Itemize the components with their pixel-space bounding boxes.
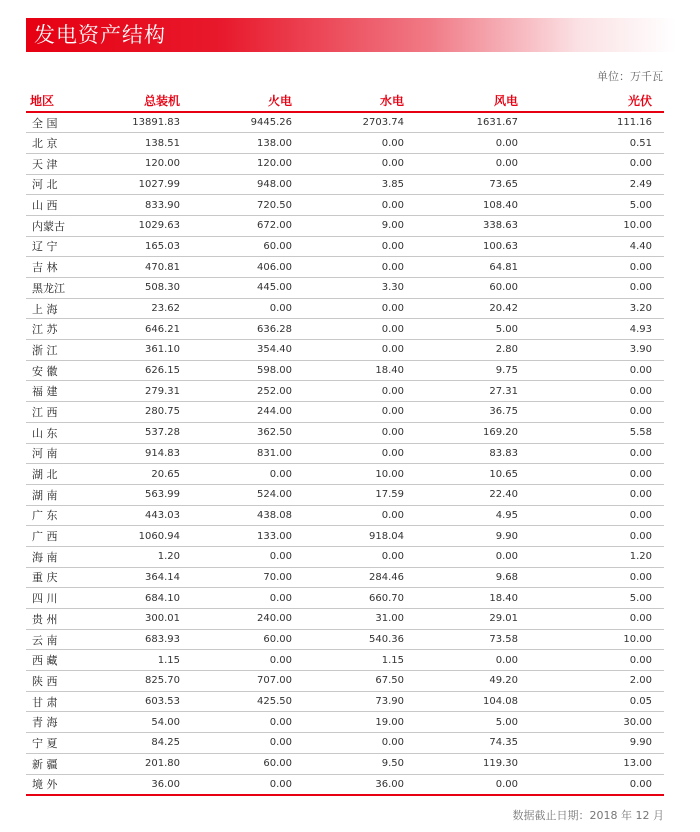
cell-hydro: 0.00	[304, 133, 416, 154]
cell-thermal: 524.00	[194, 484, 304, 505]
cell-region: 辽 宁	[26, 236, 104, 257]
cell-wind: 49.20	[416, 671, 544, 692]
cell-wind: 9.75	[416, 360, 544, 381]
cell-solar: 10.00	[544, 215, 664, 236]
cell-region: 宁 夏	[26, 733, 104, 754]
cell-total: 165.03	[104, 236, 194, 257]
table-row	[26, 257, 664, 278]
cell-solar: 0.00	[544, 360, 664, 381]
page-title: 发电资产结构	[34, 23, 166, 47]
table-row	[26, 360, 664, 381]
table-row	[26, 133, 664, 154]
table-row	[26, 319, 664, 340]
cell-hydro: 0.00	[304, 505, 416, 526]
cell-thermal: 60.00	[194, 753, 304, 774]
cell-wind: 100.63	[416, 236, 544, 257]
cell-total: 1.20	[104, 546, 194, 567]
cell-thermal: 0.00	[194, 298, 304, 319]
cell-solar: 5.00	[544, 195, 664, 216]
cell-solar: 0.00	[544, 402, 664, 423]
cell-solar: 9.90	[544, 733, 664, 754]
cell-total: 138.51	[104, 133, 194, 154]
cell-wind: 104.08	[416, 691, 544, 712]
cell-region: 陕 西	[26, 671, 104, 692]
cell-region: 湖 南	[26, 484, 104, 505]
cell-region: 江 西	[26, 402, 104, 423]
column-header-region: 地区	[26, 90, 104, 112]
cell-solar: 0.00	[544, 505, 664, 526]
cell-solar: 0.00	[544, 278, 664, 299]
cell-total: 443.03	[104, 505, 194, 526]
table-row	[26, 174, 664, 195]
cell-solar: 0.00	[544, 153, 664, 174]
cell-thermal: 445.00	[194, 278, 304, 299]
cell-region: 四 川	[26, 588, 104, 609]
cell-thermal: 362.50	[194, 422, 304, 443]
table-row	[26, 712, 664, 733]
cell-hydro: 3.85	[304, 174, 416, 195]
cell-solar: 2.49	[544, 174, 664, 195]
cell-region: 境 外	[26, 774, 104, 795]
table-body	[26, 112, 664, 795]
cell-thermal: 0.00	[194, 712, 304, 733]
cell-solar: 13.00	[544, 753, 664, 774]
cell-region: 河 北	[26, 174, 104, 195]
cell-wind: 36.75	[416, 402, 544, 423]
cell-region: 全 国	[26, 112, 104, 133]
table-row	[26, 215, 664, 236]
cell-region: 安 徽	[26, 360, 104, 381]
cell-region: 北 京	[26, 133, 104, 154]
cell-total: 914.83	[104, 443, 194, 464]
table-header	[26, 90, 664, 112]
cell-hydro: 19.00	[304, 712, 416, 733]
cell-total: 201.80	[104, 753, 194, 774]
cell-wind: 10.65	[416, 464, 544, 485]
cell-thermal: 0.00	[194, 733, 304, 754]
table-row	[26, 774, 664, 795]
cell-wind: 0.00	[416, 133, 544, 154]
table-row	[26, 505, 664, 526]
cell-hydro: 0.00	[304, 546, 416, 567]
cell-hydro: 540.36	[304, 629, 416, 650]
cell-wind: 169.20	[416, 422, 544, 443]
unit-label: 单位：万千瓦	[597, 70, 663, 83]
cell-solar: 0.00	[544, 567, 664, 588]
cell-wind: 74.35	[416, 733, 544, 754]
cell-hydro: 660.70	[304, 588, 416, 609]
table-row	[26, 464, 664, 485]
cell-solar: 0.00	[544, 774, 664, 795]
cell-solar: 3.20	[544, 298, 664, 319]
table-header-row	[26, 90, 664, 112]
cell-solar: 0.00	[544, 526, 664, 547]
cell-hydro: 9.00	[304, 215, 416, 236]
cell-thermal: 707.00	[194, 671, 304, 692]
cell-total: 1029.63	[104, 215, 194, 236]
cell-region: 福 建	[26, 381, 104, 402]
cell-region: 广 东	[26, 505, 104, 526]
cell-wind: 0.00	[416, 153, 544, 174]
table-row	[26, 588, 664, 609]
cell-thermal: 438.08	[194, 505, 304, 526]
cell-thermal: 0.00	[194, 650, 304, 671]
cell-solar: 5.58	[544, 422, 664, 443]
cell-thermal: 598.00	[194, 360, 304, 381]
cell-region: 新 疆	[26, 753, 104, 774]
cell-hydro: 36.00	[304, 774, 416, 795]
cell-region: 天 津	[26, 153, 104, 174]
cell-hydro: 10.00	[304, 464, 416, 485]
table-row	[26, 650, 664, 671]
cell-thermal: 120.00	[194, 153, 304, 174]
cell-hydro: 31.00	[304, 609, 416, 630]
cell-thermal: 0.00	[194, 464, 304, 485]
table-row	[26, 733, 664, 754]
cell-hydro: 0.00	[304, 422, 416, 443]
table-row	[26, 153, 664, 174]
cell-hydro: 0.00	[304, 153, 416, 174]
column-header-total: 总装机	[104, 90, 194, 112]
cell-region: 湖 北	[26, 464, 104, 485]
cell-solar: 30.00	[544, 712, 664, 733]
cell-region: 山 西	[26, 195, 104, 216]
cell-wind: 20.42	[416, 298, 544, 319]
cell-total: 603.53	[104, 691, 194, 712]
column-header-solar: 光伏	[544, 90, 664, 112]
cell-thermal: 406.00	[194, 257, 304, 278]
cell-wind: 73.65	[416, 174, 544, 195]
cell-solar: 0.00	[544, 443, 664, 464]
cell-thermal: 60.00	[194, 236, 304, 257]
cell-region: 西 藏	[26, 650, 104, 671]
cell-wind: 22.40	[416, 484, 544, 505]
cell-thermal: 244.00	[194, 402, 304, 423]
cell-thermal: 672.00	[194, 215, 304, 236]
cell-thermal: 425.50	[194, 691, 304, 712]
cell-wind: 9.68	[416, 567, 544, 588]
table-row	[26, 340, 664, 361]
cell-wind: 4.95	[416, 505, 544, 526]
cell-hydro: 67.50	[304, 671, 416, 692]
cell-region: 黑龙江	[26, 278, 104, 299]
table-row	[26, 298, 664, 319]
cell-hydro: 0.00	[304, 340, 416, 361]
cell-region: 河 南	[26, 443, 104, 464]
cell-wind: 73.58	[416, 629, 544, 650]
cell-solar: 0.51	[544, 133, 664, 154]
cell-wind: 5.00	[416, 712, 544, 733]
cell-total: 825.70	[104, 671, 194, 692]
title-banner	[26, 18, 676, 52]
cell-total: 683.93	[104, 629, 194, 650]
cell-hydro: 18.40	[304, 360, 416, 381]
cell-total: 537.28	[104, 422, 194, 443]
cell-hydro: 2703.74	[304, 112, 416, 133]
cell-wind: 0.00	[416, 774, 544, 795]
table-row	[26, 753, 664, 774]
power-asset-table	[26, 90, 664, 796]
cell-wind: 64.81	[416, 257, 544, 278]
cell-thermal: 60.00	[194, 629, 304, 650]
cell-hydro: 17.59	[304, 484, 416, 505]
cell-solar: 0.05	[544, 691, 664, 712]
cell-thermal: 70.00	[194, 567, 304, 588]
cell-region: 广 西	[26, 526, 104, 547]
cell-wind: 29.01	[416, 609, 544, 630]
cell-thermal: 948.00	[194, 174, 304, 195]
cell-region: 海 南	[26, 546, 104, 567]
table-row	[26, 236, 664, 257]
cell-thermal: 0.00	[194, 774, 304, 795]
cell-solar: 0.00	[544, 609, 664, 630]
cell-hydro: 0.00	[304, 443, 416, 464]
cell-region: 吉 林	[26, 257, 104, 278]
cell-thermal: 240.00	[194, 609, 304, 630]
cell-hydro: 0.00	[304, 298, 416, 319]
cell-solar: 2.00	[544, 671, 664, 692]
cell-total: 684.10	[104, 588, 194, 609]
cell-wind: 5.00	[416, 319, 544, 340]
cell-total: 508.30	[104, 278, 194, 299]
cell-region: 浙 江	[26, 340, 104, 361]
cell-total: 646.21	[104, 319, 194, 340]
table-row	[26, 671, 664, 692]
cell-solar: 10.00	[544, 629, 664, 650]
table-row	[26, 567, 664, 588]
cell-region: 重 庆	[26, 567, 104, 588]
cell-hydro: 284.46	[304, 567, 416, 588]
cell-region: 江 苏	[26, 319, 104, 340]
cell-wind: 9.90	[416, 526, 544, 547]
column-header-wind: 风电	[416, 90, 544, 112]
table-row	[26, 546, 664, 567]
table-row	[26, 381, 664, 402]
table-row	[26, 422, 664, 443]
cell-region: 甘 肃	[26, 691, 104, 712]
cell-wind: 27.31	[416, 381, 544, 402]
cell-hydro: 1.15	[304, 650, 416, 671]
cell-solar: 4.40	[544, 236, 664, 257]
cell-total: 23.62	[104, 298, 194, 319]
cell-total: 563.99	[104, 484, 194, 505]
cell-wind: 108.40	[416, 195, 544, 216]
cell-thermal: 252.00	[194, 381, 304, 402]
cell-thermal: 831.00	[194, 443, 304, 464]
column-header-thermal: 火电	[194, 90, 304, 112]
data-cutoff-note: 数据截止日期：2018 年 12 月	[512, 809, 664, 822]
cell-thermal: 9445.26	[194, 112, 304, 133]
cell-thermal: 0.00	[194, 588, 304, 609]
cell-hydro: 0.00	[304, 733, 416, 754]
cell-thermal: 354.40	[194, 340, 304, 361]
cell-total: 626.15	[104, 360, 194, 381]
cell-region: 上 海	[26, 298, 104, 319]
cell-thermal: 636.28	[194, 319, 304, 340]
table-row	[26, 112, 664, 133]
cell-total: 470.81	[104, 257, 194, 278]
cell-total: 361.10	[104, 340, 194, 361]
cell-region: 青 海	[26, 712, 104, 733]
cell-solar: 0.00	[544, 257, 664, 278]
cell-total: 13891.83	[104, 112, 194, 133]
table-row	[26, 195, 664, 216]
cell-total: 54.00	[104, 712, 194, 733]
cell-thermal: 0.00	[194, 546, 304, 567]
table-row	[26, 526, 664, 547]
cell-hydro: 0.00	[304, 257, 416, 278]
cell-thermal: 720.50	[194, 195, 304, 216]
cell-hydro: 0.00	[304, 319, 416, 340]
cell-hydro: 73.90	[304, 691, 416, 712]
cell-wind: 83.83	[416, 443, 544, 464]
cell-solar: 0.00	[544, 464, 664, 485]
table-row	[26, 609, 664, 630]
cell-hydro: 3.30	[304, 278, 416, 299]
cell-hydro: 918.04	[304, 526, 416, 547]
cell-wind: 60.00	[416, 278, 544, 299]
cell-total: 300.01	[104, 609, 194, 630]
cell-total: 84.25	[104, 733, 194, 754]
cell-wind: 338.63	[416, 215, 544, 236]
cell-region: 内蒙古	[26, 215, 104, 236]
cell-total: 36.00	[104, 774, 194, 795]
cell-solar: 5.00	[544, 588, 664, 609]
cell-wind: 1631.67	[416, 112, 544, 133]
table-row	[26, 484, 664, 505]
cell-solar: 4.93	[544, 319, 664, 340]
cell-total: 20.65	[104, 464, 194, 485]
table-row	[26, 402, 664, 423]
cell-thermal: 133.00	[194, 526, 304, 547]
cell-hydro: 0.00	[304, 195, 416, 216]
table-row	[26, 278, 664, 299]
cell-solar: 3.90	[544, 340, 664, 361]
cell-wind: 119.30	[416, 753, 544, 774]
cell-thermal: 138.00	[194, 133, 304, 154]
cell-hydro: 9.50	[304, 753, 416, 774]
cell-hydro: 0.00	[304, 402, 416, 423]
cell-total: 120.00	[104, 153, 194, 174]
cell-hydro: 0.00	[304, 381, 416, 402]
cell-region: 山 东	[26, 422, 104, 443]
cell-total: 1027.99	[104, 174, 194, 195]
cell-total: 833.90	[104, 195, 194, 216]
cell-wind: 18.40	[416, 588, 544, 609]
cell-total: 280.75	[104, 402, 194, 423]
cell-total: 1.15	[104, 650, 194, 671]
cell-solar: 1.20	[544, 546, 664, 567]
cell-region: 云 南	[26, 629, 104, 650]
cell-total: 279.31	[104, 381, 194, 402]
cell-total: 364.14	[104, 567, 194, 588]
column-header-hydro: 水电	[304, 90, 416, 112]
cell-wind: 0.00	[416, 546, 544, 567]
cell-total: 1060.94	[104, 526, 194, 547]
cell-solar: 111.16	[544, 112, 664, 133]
cell-wind: 2.80	[416, 340, 544, 361]
cell-solar: 0.00	[544, 650, 664, 671]
cell-wind: 0.00	[416, 650, 544, 671]
table-row	[26, 629, 664, 650]
cell-hydro: 0.00	[304, 236, 416, 257]
table-row	[26, 443, 664, 464]
cell-region: 贵 州	[26, 609, 104, 630]
cell-solar: 0.00	[544, 381, 664, 402]
table-row	[26, 691, 664, 712]
cell-solar: 0.00	[544, 484, 664, 505]
